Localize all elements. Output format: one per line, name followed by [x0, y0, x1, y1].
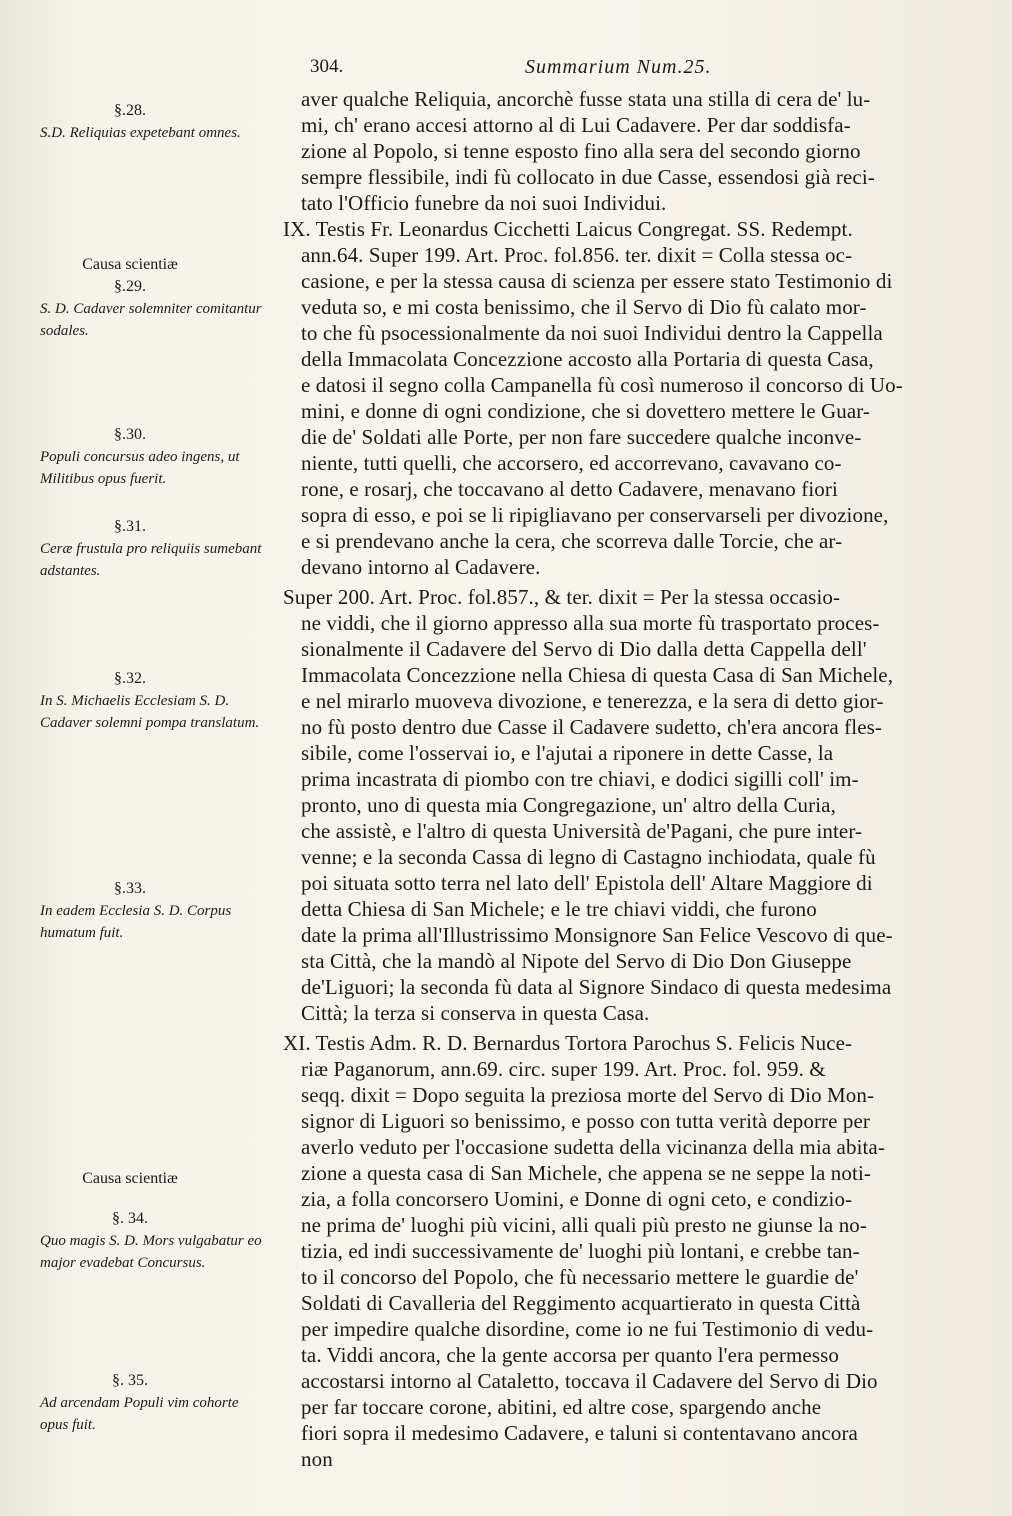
margin-note — [40, 516, 280, 582]
margin-note — [40, 424, 280, 490]
text-line: e si prendevano anche la cera, che scorreva dalle Torcie, che ar- — [301, 529, 843, 553]
section-number: §. 35. — [112, 1372, 148, 1389]
text-line: averlo veduto per l'occasione sudetta della vicinanza della mia abita- — [301, 1135, 885, 1159]
text-line: date la prima all'Illustrissimo Monsignore San Felice Vescovo di que- — [301, 923, 893, 947]
text-line: ta. Viddi ancora, che la gente accorsa per quanto l'era permesso — [301, 1343, 839, 1367]
page-number: 304. — [310, 56, 344, 77]
text-line: to che fù psocessionalmente da noi suoi Individui dentro la Cappella — [301, 321, 883, 345]
text-line: riæ Paganorum, ann.69. circ. super 199. Art. Proc. fol. 959. & — [301, 1057, 826, 1081]
text-line: zione a questa casa di San Michele, che appena se ne seppe la noti- — [301, 1161, 871, 1185]
margin-note-text: Ceræ frustula pro reliquiis sumebant adstantes. — [40, 541, 262, 579]
text-line: sopra di esso, e poi se li ripigliavano per conservarseli per divozione, — [301, 503, 889, 527]
margin-note — [40, 668, 280, 734]
text-line: detta Chiesa di San Michele; e le tre chiavi viddi, che furono — [301, 897, 817, 921]
margin-note-text: Quo magis S. D. Mors vulgabatur eo major evadebat Concursus. — [40, 1233, 262, 1271]
testis-heading: IX. Testis Fr. Leonardus Cicchetti Laicus Congregat. SS. Redempt. — [283, 217, 853, 241]
text-line: sempre flessibile, indi fù collocato in due Casse, essendosi già reci- — [301, 165, 875, 189]
text-line: per far toccare corone, abitini, ed altre cose, spargendo anche — [301, 1395, 822, 1419]
margin-note — [40, 100, 280, 144]
margin-note — [40, 878, 280, 944]
text-line: devano intorno al Cadavere. — [301, 555, 541, 579]
text-line: accostarsi intorno al Cataletto, toccava il Cadavere del Servo di Dio — [301, 1369, 878, 1393]
page-header — [300, 54, 980, 82]
text-line: casione, e per la stessa causa di scienza per essere stato Testimonio di — [301, 269, 893, 293]
margin-note-text: S.D. Reliquias expetebant omnes. — [40, 125, 241, 141]
text-line: sibile, come l'osservai io, e l'ajutai a riponere in dette Casse, la — [301, 741, 834, 765]
text-line: e datosi il segno colla Campanella fù così numeroso il concorso di Uo- — [301, 373, 903, 397]
text-line: per impedire qualche disordine, come io ne fui Testimonio di vedu- — [301, 1317, 874, 1341]
section-number: §.32. — [114, 670, 146, 687]
margin-caption: Causa scientiæ — [82, 256, 178, 273]
text-line: no fù posto dentro due Casse il Cadavere sudetto, ch'era ancora fles- — [301, 715, 882, 739]
text-line: veduta so, e mi costa benissimo, che il Servo di Dio fù calato mor- — [301, 295, 867, 319]
text-line: mini, e donne di ogni condizione, che si dovettero mettere le Guar- — [301, 399, 871, 423]
text-line: tizia, ed indi successivamente de' luoghi più lontani, e crebbe tan- — [301, 1239, 860, 1263]
section-number: §.31. — [114, 518, 146, 535]
text-line: della Immacolata Concezzione accosto alla Portaria di questa Casa, — [301, 347, 874, 371]
section-number: §.29. — [114, 278, 146, 295]
margin-note-text: In S. Michaelis Ecclesiam S. D. Cadaver solemni pompa translatum. — [40, 693, 260, 731]
text-line: fiori sopra il medesimo Cadavere, e taluni si contentavano ancora — [301, 1421, 858, 1445]
text-line: tato l'Officio funebre da noi suoi Individui. — [301, 191, 667, 215]
text-line: non — [301, 1447, 333, 1471]
text-line: aver qualche Reliquia, ancorchè fusse stata una stilla di cera de' lu- — [301, 87, 871, 111]
text-line: signor di Liguori so benissimo, e posso con tutta verità deporre per — [301, 1109, 871, 1133]
margin-note — [40, 1168, 280, 1274]
section-number: §. 34. — [112, 1210, 148, 1227]
section-number: §.30. — [114, 426, 146, 443]
section-number: §.33. — [114, 880, 146, 897]
super-heading: Super 200. Art. Proc. fol.857., & ter. dixit = Per la stessa occasio- — [283, 585, 841, 609]
text-line: zione al Popolo, si tenne esposto fino alla sera del secondo giorno — [301, 139, 861, 163]
text-line: Immacolata Concezzione nella Chiesa di questa Casa di San Michele, — [301, 663, 894, 687]
text-line: zia, a folla concorsero Uomini, e Donne di ogni ceto, e condizio- — [301, 1187, 853, 1211]
text-line: ne prima de' luoghi più vicini, alli quali più presto ne giunse la no- — [301, 1213, 868, 1237]
text-line: sionalmente il Cadavere del Servo di Dio dalla detta Cappella dell' — [301, 637, 867, 661]
text-line: mi, ch' erano accesi attorno al di Lui Cadavere. Per dar soddisfa- — [301, 113, 851, 137]
margin-note — [40, 254, 280, 342]
text-line: prima incastrata di piombo con tre chiavi, e dodici sigilli coll' im- — [301, 767, 859, 791]
text-line: to il concorso del Popolo, che fù necessario mettere le guardie de' — [301, 1265, 859, 1289]
text-line: che assistè, e l'altro di questa Università de'Pagani, che pure inter- — [301, 819, 863, 843]
text-line: ann.64. Super 199. Art. Proc. fol.856. ter. dixit = Colla stessa oc- — [301, 243, 853, 267]
text-line: seqq. dixit = Dopo seguita la preziosa morte del Servo di Dio Mon- — [301, 1083, 875, 1107]
text-line: Città; la terza si conserva in questa Casa. — [301, 1001, 650, 1025]
margin-note-text: Populi concursus adeo ingens, ut Militibus opus fuerit. — [40, 449, 240, 487]
section-number: §.28. — [114, 102, 146, 119]
margin-caption: Causa scientiæ — [82, 1170, 178, 1187]
running-head: Summarium Num.25. — [525, 56, 712, 78]
text-line: de'Liguori; la seconda fù data al Signore Sindaco di questa medesima — [301, 975, 892, 999]
text-line: ne viddi, che il giorno appresso alla sua morte fù trasportato proces- — [301, 611, 880, 635]
text-line: Soldati di Cavalleria del Reggimento acquartierato in questa Città — [301, 1291, 861, 1315]
text-line: venne; e la seconda Cassa di legno di Castagno inchiodata, quale fù — [301, 845, 876, 869]
text-line: niente, tutti quelli, che accorsero, ed accorrevano, cavavano co- — [301, 451, 842, 475]
margin-note — [40, 1370, 280, 1436]
margin-note-text: In eadem Ecclesia S. D. Corpus humatum fuit. — [40, 903, 232, 941]
text-line: rone, e rosarj, che toccavano al detto Cadavere, menavano fiori — [301, 477, 838, 501]
text-line: sta Città, che la mandò al Nipote del Servo di Dio Don Giuseppe — [301, 949, 852, 973]
testis-heading: XI. Testis Adm. R. D. Bernardus Tortora Parochus S. Felicis Nuce- — [283, 1031, 853, 1055]
text-line: poi situata sotto terra nel lato dell' Epistola dell' Altare Maggiore di — [301, 871, 873, 895]
text-line: pronto, uno di questa mia Congregazione, un' altro della Curia, — [301, 793, 836, 817]
margin-note-text: S. D. Cadaver solemniter comitantur sodales. — [40, 301, 262, 339]
text-line: die de' Soldati alle Porte, per non fare succedere qualche inconve- — [301, 425, 862, 449]
text-line: e nel mirarlo muoveva divozione, e tenerezza, e la sera di detto gior- — [301, 689, 884, 713]
margin-note-text: Ad arcendam Populi vim cohorte opus fuit. — [40, 1395, 239, 1433]
